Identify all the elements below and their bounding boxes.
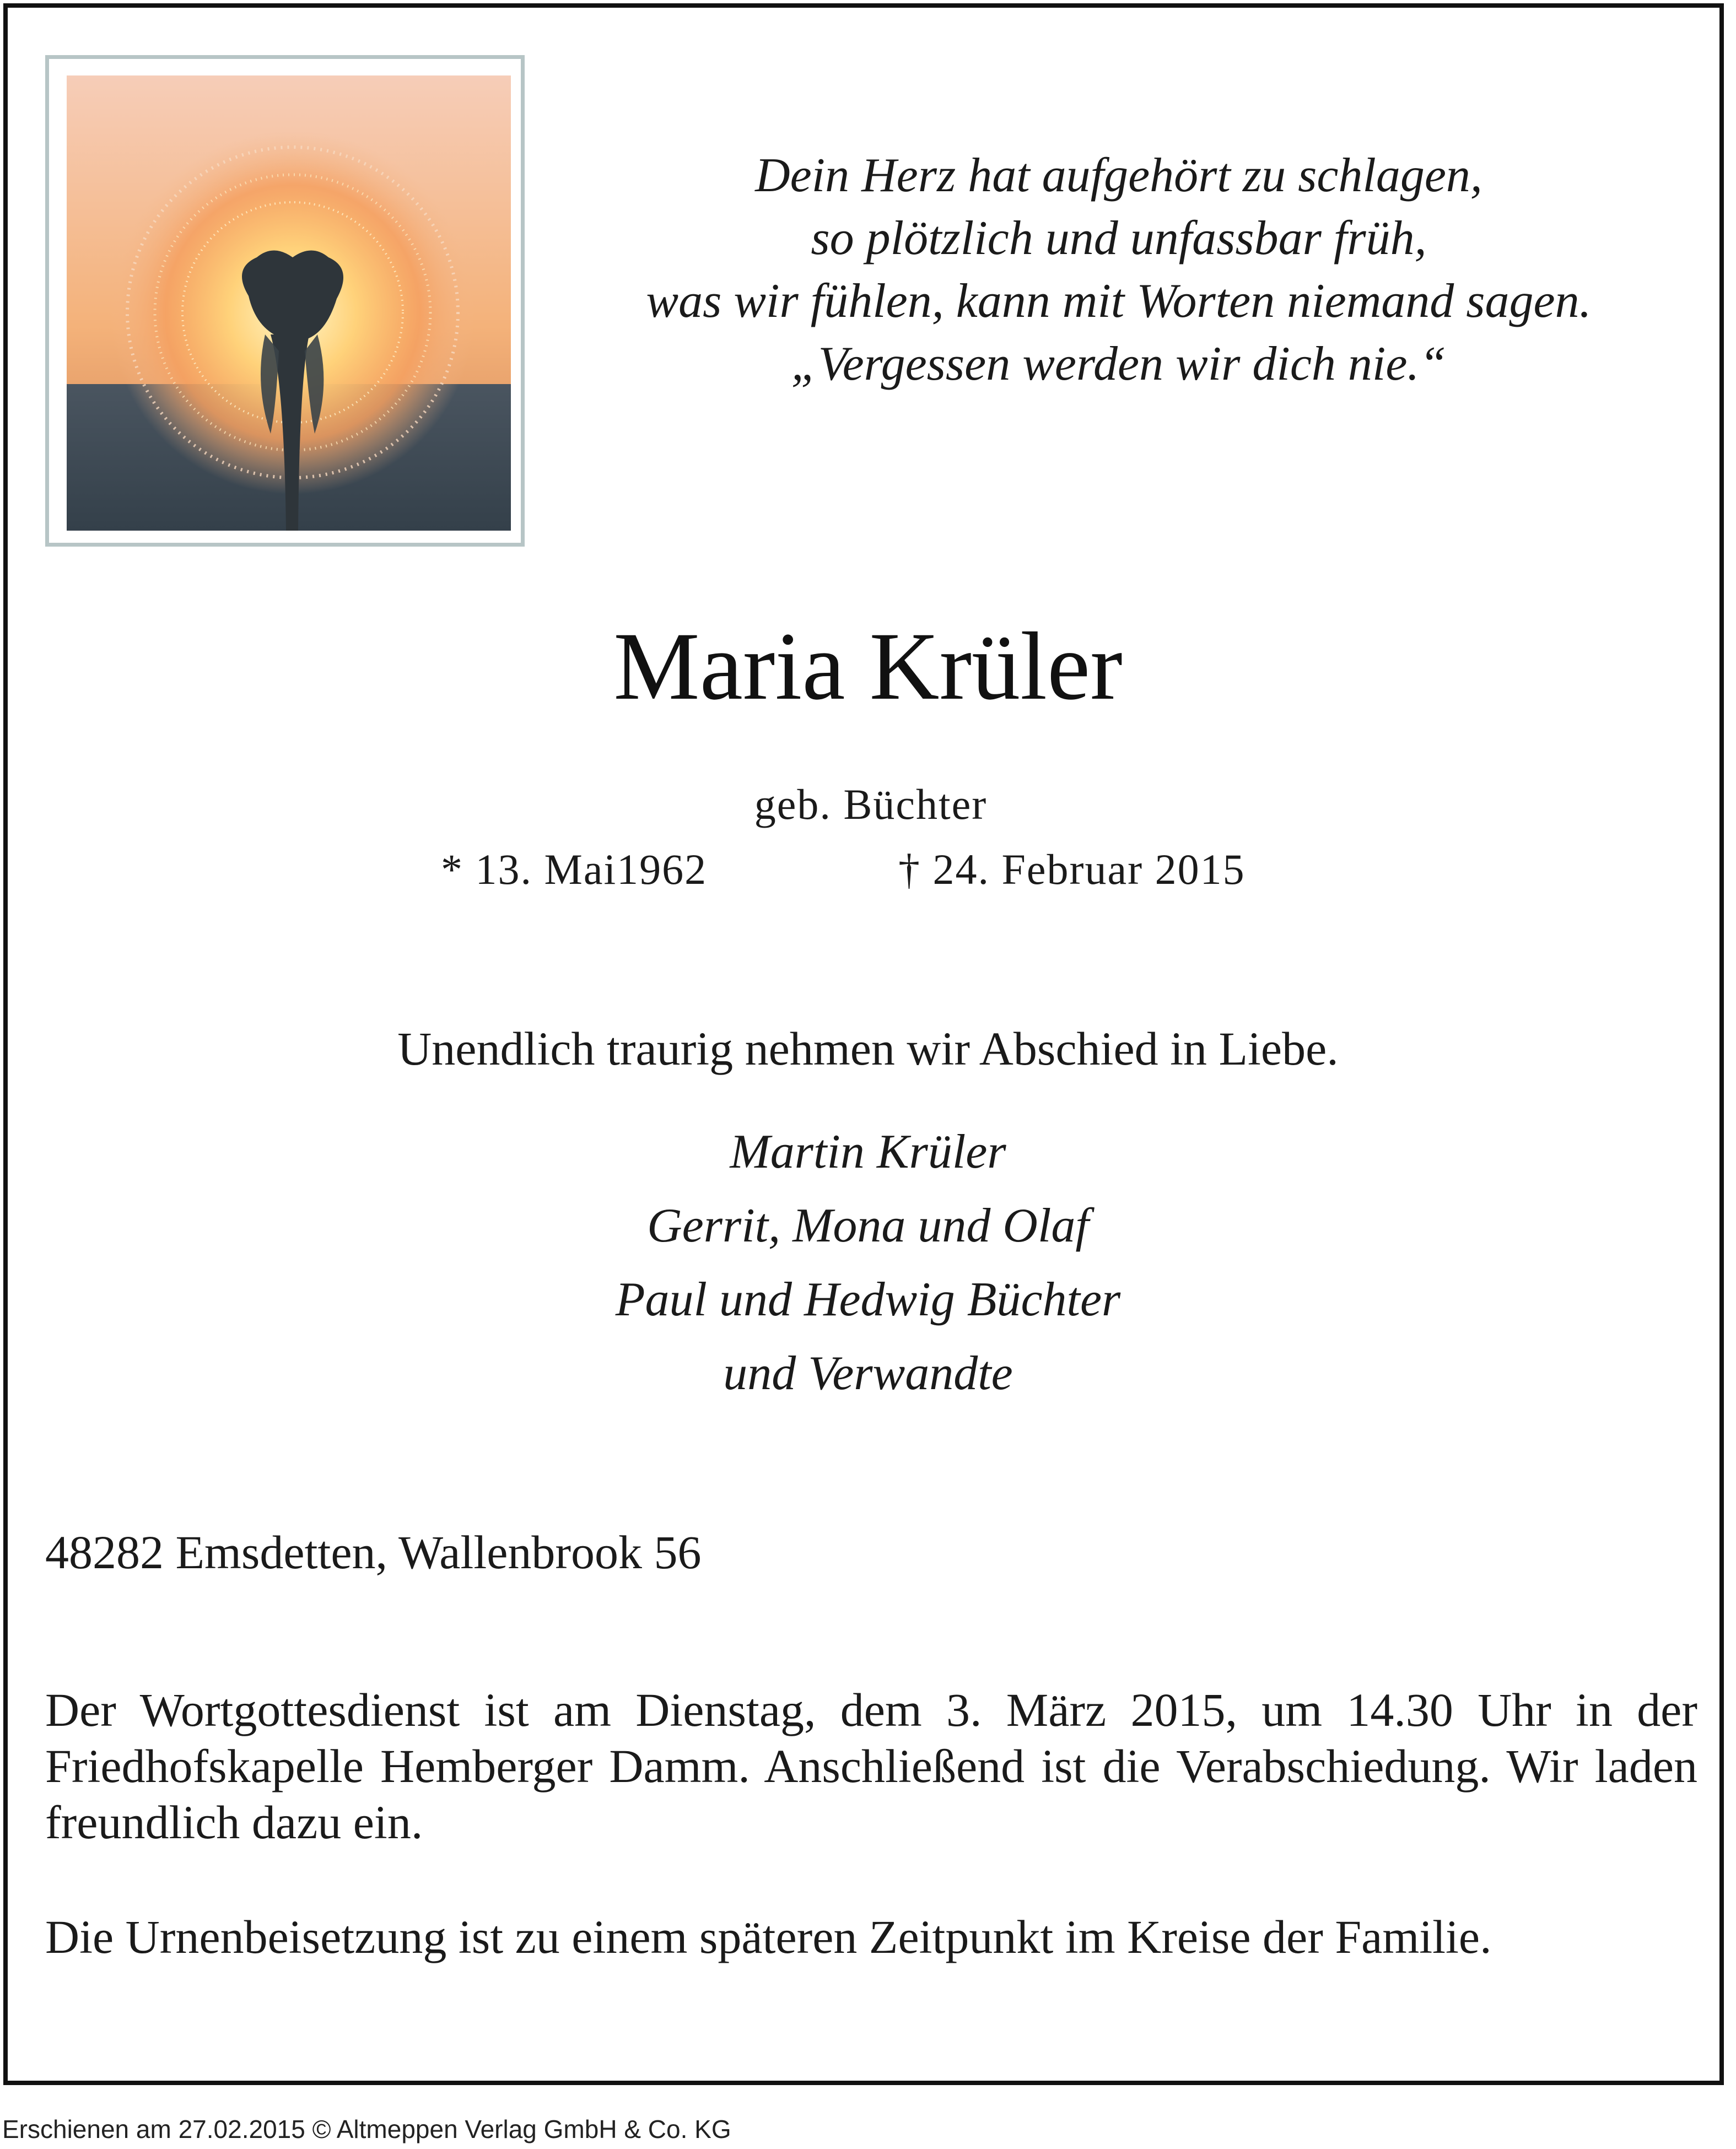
- deceased-name: Maria Krüler: [613, 613, 1123, 720]
- dandelion-sunset-image: [67, 75, 511, 531]
- mourner-name: Gerrit, Mona und Olaf: [647, 1199, 1089, 1252]
- birth-date: * 13. Mai1962: [441, 845, 708, 893]
- photo-frame: [45, 55, 525, 547]
- farewell-text: Unendlich traurig nehmen wir Abschied in Liebe.: [397, 1022, 1339, 1075]
- burial-notice: Die Urnenbeisetzung ist zu einem späteren Zeitpunkt im Kreise der Familie.: [45, 1910, 1492, 1963]
- poem-line: so plötzlich und unfassbar früh,: [811, 212, 1427, 265]
- poem-line: „Vergessen werden wir dich nie.“: [791, 337, 1447, 391]
- mourners-list: [0, 1115, 1736, 1411]
- address: 48282 Emsdetten, Wallenbrook 56: [45, 1526, 702, 1579]
- poem: [551, 144, 1686, 396]
- service-notice: Der Wortgottesdienst ist am Dienstag, dem 3. März 2015, um 14.30 Uhr in der Friedhofskapelle Hemberger Damm. Anschließend ist die Verabschiedung. Wir laden freundlich dazu ein.: [45, 1683, 1697, 1849]
- poem-line: was wir fühlen, kann mit Worten niemand sagen.: [646, 274, 1592, 328]
- dandelion-icon: [67, 75, 511, 531]
- poem-line: Dein Herz hat aufgehört zu schlagen,: [755, 149, 1482, 202]
- mourner-name: Martin Krüler: [730, 1125, 1006, 1179]
- death-date: † 24. Februar 2015: [898, 845, 1246, 893]
- mourner-name: und Verwandte: [723, 1347, 1013, 1400]
- publication-footer: Erschienen am 27.02.2015 © Altmeppen Verlag GmbH & Co. KG: [2, 2115, 731, 2143]
- birth-name: geb. Büchter: [754, 780, 988, 828]
- mourner-name: Paul und Hedwig Büchter: [615, 1273, 1121, 1326]
